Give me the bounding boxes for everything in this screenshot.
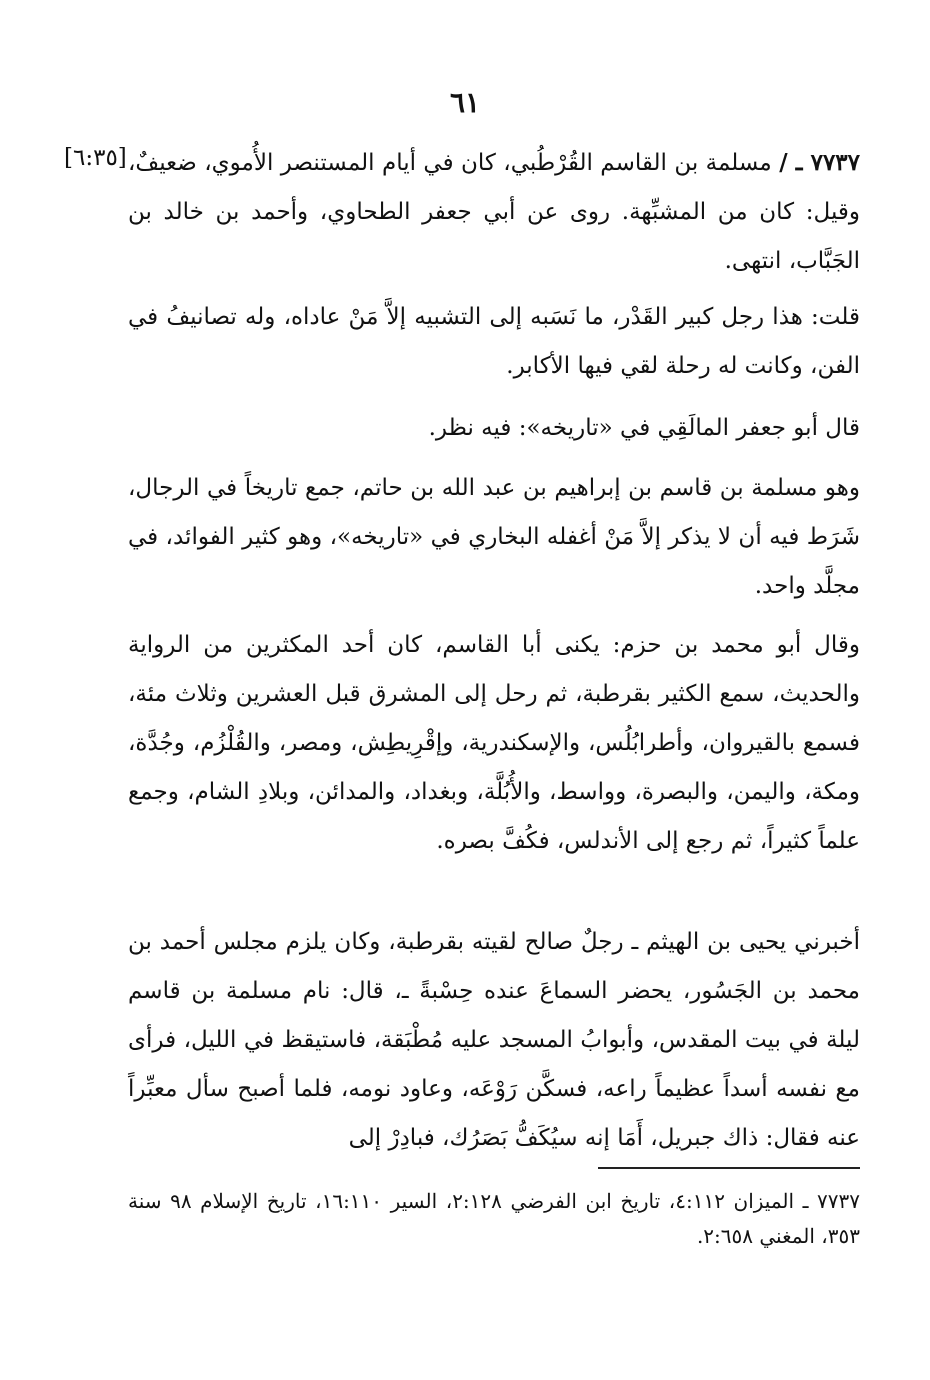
entry-number: ٧٧٣٧ ـ / <box>779 149 861 176</box>
paragraph-lineage: وهو مسلمة بن قاسم بن إبراهيم بن عبد الله بن حاتم، جمع تاريخاً في الرجال، شَرَط فيه أن لا يذكر إلاَّ مَنْ أغفله البخاري في «تاريخه»، وهو كثير الفوائد، في مجلَّد واحد. <box>128 475 860 599</box>
paragraph-qultu: قلت: هذا رجل كبير القَدْر، ما نَسَبه إلى التشبيه إلاَّ مَنْ عاداه، وله تصانيفُ في الفن، وكانت له رحلة لقي فيها الأكابر. <box>128 304 860 379</box>
paragraph-yahya-ibn-al-haytham: أخبرني يحيى بن الهيثم ـ رجلٌ صالح لقيته بقرطبة، وكان يلزم مجلس أحمد بن محمد بن الجَسُور، يحضر السماعَ عنده حِسْبةً ـ، قال: نام مسلمة بن قاسم ليلة في بيت المقدس، وأبوابُ المسجد عليه مُطْبَقة، فاستيقظ في الليل، فرأى مع نفسه أسداً عظيماً راعه، فسكَّن رَوْعَه، وعاود نومه، فلما أصبح سأل معبِّراً عنه فقال: ذاك جبريل، أَمَا إنه سيُكَفُّ بَصَرُك، فبادِرْ إلى <box>128 929 860 1151</box>
footnote-divider <box>598 1167 860 1169</box>
paragraph-ibn-hazm: وقال أبو محمد بن حزم: يكنى أبا القاسم، كان أحد المكثرين من الرواية والحديث، سمع الكثير بقرطبة، ثم رحل إلى المشرق قبل العشرين وثلاث مئة، فسمع بالقيروان، وأطرابُلُس، والإسكندرية، وإقْرِيطِش، ومصر، والقُلْزُم، وجُدَّة، ومكة، واليمن، والبصرة، وواسط، والأُبُلَّة، وبغداد، والمدائن، وبلادِ الشام، وجمع علماً كثيراً، ثم رجع إلى الأندلس، فكُفَّ بصره. <box>128 632 860 854</box>
footnote: ٧٧٣٧ ـ الميزان ٤:١١٢، تاريخ ابن الفرضي ٢:١٢٨، السير ١٦:١١٠، تاريخ الإسلام ٩٨ سنة ٣٥٣، المغني ٢:٦٥٨. <box>128 1189 861 1248</box>
paragraph-maliqi: قال أبو جعفر المالَقِي في «تاريخه»: فيه نظر. <box>428 415 860 441</box>
entry-text: مسلمة بن القاسم القُرْطُبي، كان في أيام المستنصر الأُموي، ضعيفٌ، وقيل: كان من المشبِّهة. روى عن أبي جعفر الطحاوي، وأحمد بن خالد بن الجَبَّاب، انتهى. <box>128 150 860 274</box>
reference-tag: [٦:٣٥] <box>64 145 127 171</box>
page-number: ٦١ <box>449 86 481 119</box>
entry-paragraph <box>128 138 860 286</box>
